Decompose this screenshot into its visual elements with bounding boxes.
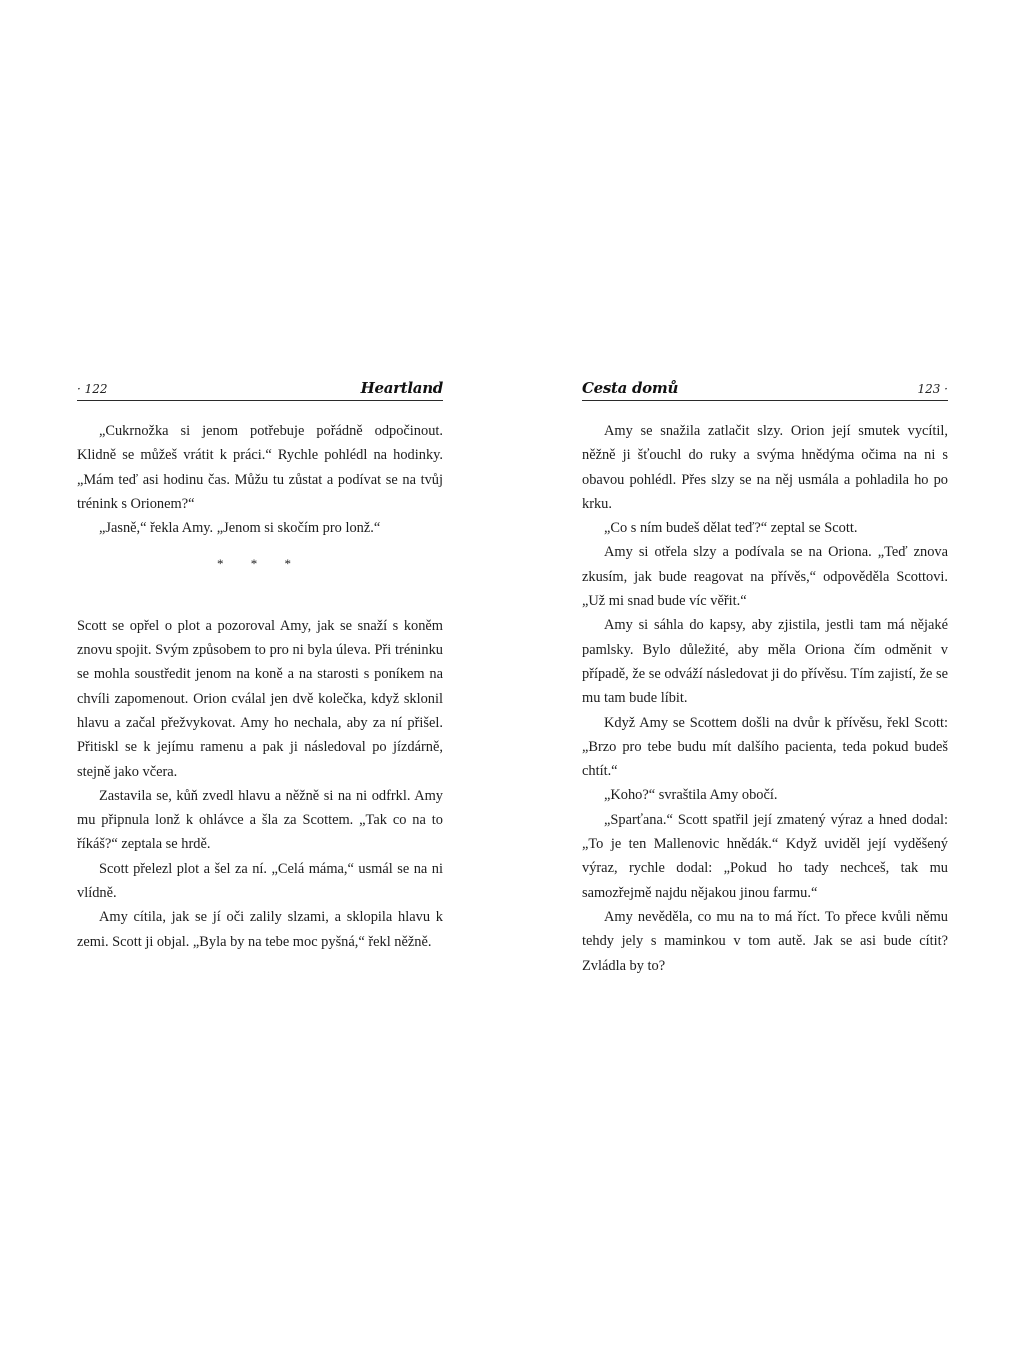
paragraph: „Jasně,“ řekla Amy. „Jenom si skočím pro lonž.“ bbox=[99, 520, 381, 537]
paragraph: Amy si otřela slzy a podívala se na Oriona. „Teď znova zkusím, jak bude reagovat na přívěs,“ odpověděla Scottovi. „Už mi snad bude víc věřit.“ bbox=[582, 544, 948, 610]
paragraph: Amy si sáhla do kapsy, aby zjistila, jestli tam má nějaké pamlsky. Bylo důležité, aby měla Oriona čím odměnit v případě, že se odváží následovat ji do přívěsu. Tím zajistí, že se mu tam bude líbit. bbox=[582, 617, 948, 707]
paragraph: Amy se snažila zatlačit slzy. Orion její smutek vycítil, něžně ji šťouchl do ruky a svýma hnědýma očima na ni s obavou pohlédl. Přes slzy se na něj usmála a pohladila ho po krku. bbox=[582, 423, 948, 512]
paragraph: Amy cítila, jak se jí oči zalily slzami, a sklopila hlavu k zemi. Scott ji objal. „Byla by na tebe moc pyšná,“ řekl něžně. bbox=[77, 909, 443, 950]
right-running-head: Cesta domů bbox=[582, 379, 679, 397]
right-page bbox=[582, 370, 948, 978]
paragraph: „Koho?“ svraštila Amy obočí. bbox=[604, 787, 778, 804]
right-page-number: 123 · bbox=[917, 382, 948, 396]
right-page-body bbox=[582, 419, 948, 978]
paragraph: „Co s ním budeš dělat teď?“ zeptal se Scott. bbox=[604, 520, 858, 537]
left-page-number: · 122 bbox=[77, 382, 108, 396]
left-page-body bbox=[77, 419, 443, 954]
paragraph: Scott se opřel o plot a pozoroval Amy, jak se snaží s koněm znovu spojit. Svým způsobem to pro ni byla úleva. Při tréninku se mohla soustředit jenom na koně a na starosti s poníkem na chvíli zapomenout. Orion cválal jen dvě kolečka, když sklonil hlavu a začal přežvykovat. Amy ho nechala, aby za ní přišel. Přitiskl se k jejímu ramenu a pak ji následoval po jízdárně, stejně jako včera. bbox=[77, 617, 443, 780]
right-page-header bbox=[582, 370, 948, 401]
left-running-head: Heartland bbox=[360, 379, 443, 397]
paragraph: Scott přelezl plot a šel za ní. „Celá máma,“ usmál se na ni vlídně. bbox=[77, 860, 443, 902]
paragraph: „Sparťana.“ Scott spatřil její zmatený výraz a hned dodal: „To je ten Mallenovic hnědák.“ Když uviděl její vyděšený výraz, rychle dodal: „Pokud ho tady nechceš, tak mu samozřejmě najdu nějakou jinou farmu.“ bbox=[582, 811, 948, 901]
paragraph: „Cukrnožka si jenom potřebuje pořádně odpočinout. Klidně se můžeš vrátit k práci.“ Rychle pohlédl na hodinky. „Mám teď asi hodinu čas. Můžu tu zůstat a podívat se na tvůj trénink s Orionem?“ bbox=[77, 423, 443, 512]
left-page bbox=[77, 370, 443, 954]
left-page-header bbox=[77, 370, 443, 401]
paragraph: Zastavila se, kůň zvedl hlavu a něžně si na ni odfrkl. Amy mu připnula lonž k ohlávce a šla za Scottem. „Tak co na to říkáš?“ zeptala se hrdě. bbox=[77, 787, 443, 853]
section-break: * * * bbox=[217, 556, 303, 572]
paragraph: Amy nevěděla, co mu na to má říct. To přece kvůli němu tehdy jely s maminkou v tom autě. Jak se asi bude cítit? Zvládla by to? bbox=[582, 908, 948, 974]
paragraph: Když Amy se Scottem došli na dvůr k přívěsu, řekl Scott: „Brzo pro tebe budu mít dalšího pacienta, teda pokud budeš chtít.“ bbox=[582, 714, 948, 780]
